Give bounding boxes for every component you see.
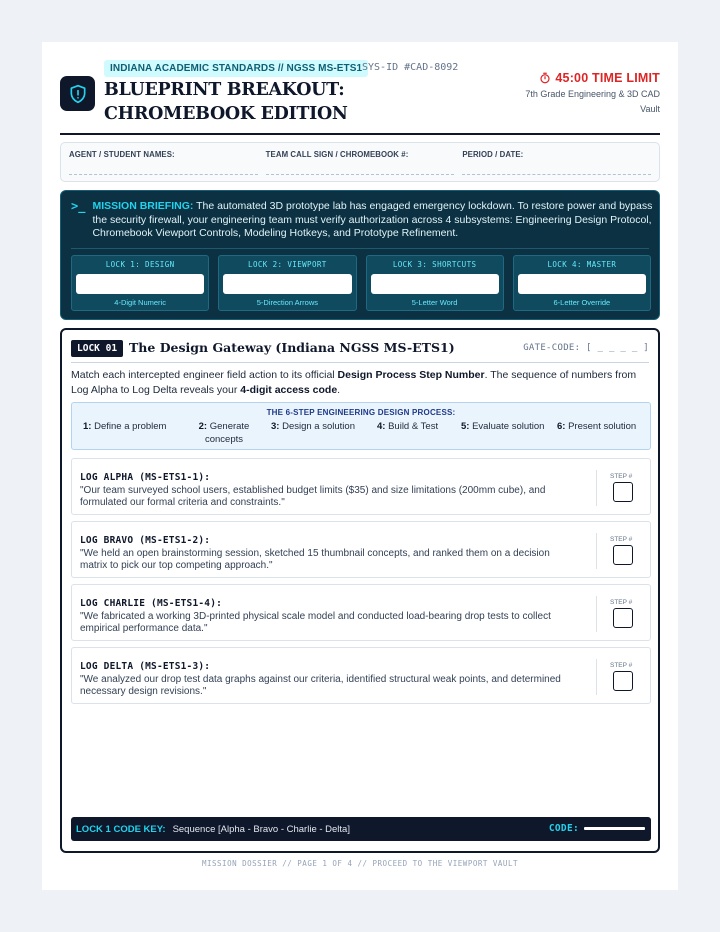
lock-tag: LOCK 01 xyxy=(71,340,123,357)
log-text: "We analyzed our drop test data graphs against our criteria, identified structural weak points, and determined necessary design revisions." xyxy=(80,674,561,697)
instructions-text: Match each intercepted engineer field action to its official xyxy=(71,369,338,381)
lock-4-input[interactable] xyxy=(518,274,646,294)
step-label: Present solution xyxy=(568,421,637,432)
process-steps xyxy=(72,417,650,447)
code-answer-line[interactable] xyxy=(584,827,645,830)
briefing-text-row xyxy=(71,200,653,241)
log-title: LOG BRAVO (MS-ETS1-2): xyxy=(80,535,211,546)
log-text: "Our team surveyed school users, established budget limits ($35) and size limitations (200mm cube), and formulated our formal criteria and constraints." xyxy=(80,485,546,508)
field-logs xyxy=(71,458,651,710)
write-line xyxy=(69,174,258,175)
log-title: LOG ALPHA (MS-ETS1-1): xyxy=(80,472,211,483)
process-title: THE 6-STEP ENGINEERING DESIGN PROCESS: xyxy=(266,408,456,417)
lock-panel xyxy=(71,255,651,311)
write-line xyxy=(266,174,455,175)
briefing-text: The automated 3D prototype lab has engaged emergency lockdown. To restore power and bypass the security firewall, your engineering team must verify authorization across 4 subsystems: Engineering Design Protocol, Chromebook Viewport Controls, Modeling Hotkeys, and Prototype Refinement. xyxy=(92,200,653,239)
step-number-box[interactable] xyxy=(613,608,633,628)
mission-briefing xyxy=(60,190,660,320)
course-subtitle: 7th Grade Engineering & 3D CAD Vault xyxy=(525,89,660,114)
lock-3-input[interactable] xyxy=(371,274,499,294)
step-number: 1: xyxy=(83,421,92,432)
design-process-reference xyxy=(71,402,651,450)
lock-1-card xyxy=(60,328,660,853)
step-label: Evaluate solution xyxy=(472,421,545,432)
write-line xyxy=(462,174,651,175)
log-delta xyxy=(71,647,651,704)
step-number: 6: xyxy=(557,421,566,432)
lock-4-box xyxy=(513,255,651,311)
log-divider xyxy=(596,596,597,632)
log-divider xyxy=(596,470,597,506)
lock-1-title: LOCK 1: DESIGN xyxy=(105,260,175,269)
step-label: Design a solution xyxy=(282,421,355,432)
lock-3-hint: 5-Letter Word xyxy=(411,298,458,307)
instructions xyxy=(71,368,653,397)
system-id: SYS-ID #CAD-8092 xyxy=(362,62,459,73)
code-key-label: LOCK 1 CODE KEY: xyxy=(76,823,166,835)
step-number: 4: xyxy=(377,421,386,432)
lock-1-hint: 4-Digit Numeric xyxy=(114,298,166,307)
lock-1-box xyxy=(71,255,209,311)
step-number-label: STEP # xyxy=(610,599,633,606)
time-limit-text: 45:00 TIME LIMIT xyxy=(555,71,660,85)
page-footer: MISSION DOSSIER // PAGE 1 OF 4 // PROCEED TO THE VIEWPORT VAULT xyxy=(202,859,518,868)
student-info-fields xyxy=(60,142,660,182)
step-number-box[interactable] xyxy=(613,545,633,565)
student-names-label: AGENT / STUDENT NAMES: xyxy=(69,150,175,159)
briefing-paragraph xyxy=(92,200,653,241)
gate-code: GATE-CODE: [ _ _ _ _ ] xyxy=(523,343,649,353)
lock-3-box xyxy=(366,255,504,311)
briefing-label: MISSION BRIEFING: xyxy=(92,200,194,212)
step-number: 5: xyxy=(461,421,470,432)
step-number-box[interactable] xyxy=(613,671,633,691)
log-alpha xyxy=(71,458,651,515)
stopwatch-icon xyxy=(539,72,551,84)
period-date-field[interactable] xyxy=(462,150,651,181)
header-divider xyxy=(60,133,660,135)
log-title: LOG DELTA (MS-ETS1-3): xyxy=(80,661,211,672)
log-divider xyxy=(596,659,597,695)
step-label: Generate concepts xyxy=(204,421,250,445)
page-title: BLUEPRINT BREAKOUT: CHROMEBOOK EDITION xyxy=(104,80,348,124)
log-title: LOG CHARLIE (MS-ETS1-4): xyxy=(80,598,223,609)
lock-3-title: LOCK 3: SHORTCUTS xyxy=(392,260,477,269)
instructions-text: . xyxy=(337,383,341,396)
process-step xyxy=(377,421,438,434)
code-label: CODE: xyxy=(548,823,579,834)
student-names-field[interactable] xyxy=(69,150,258,181)
card-divider xyxy=(71,362,649,363)
step-label: Build & Test xyxy=(388,421,439,432)
step-number-label: STEP # xyxy=(610,662,633,669)
step-label: Define a problem xyxy=(94,421,167,432)
lock-2-input[interactable] xyxy=(223,274,351,294)
process-step xyxy=(461,421,544,434)
step-number-label: STEP # xyxy=(610,536,633,543)
call-sign-label: TEAM CALL SIGN / CHROMEBOOK #: xyxy=(265,150,409,159)
lock-1-title-heading: The Design Gateway (Indiana NGSS MS-ETS1) xyxy=(129,340,455,355)
instructions-emphasis: 4-digit access code xyxy=(240,383,338,396)
lock-2-title: LOCK 2: VIEWPORT xyxy=(248,260,327,269)
call-sign-field[interactable] xyxy=(266,150,455,181)
shield-alert-icon xyxy=(60,76,95,111)
standards-badge: INDIANA ACADEMIC STANDARDS // NGSS MS-ETS1 xyxy=(104,60,368,77)
log-text: "We fabricated a working 3D-printed physical scale model and conducted load-bearing drop tests to collect empirical performance data." xyxy=(80,611,551,634)
process-step xyxy=(83,421,166,434)
lock-4-title: LOCK 4: MASTER xyxy=(547,260,617,269)
code-key-bar xyxy=(71,817,651,841)
log-divider xyxy=(596,533,597,569)
lock-2-hint: 5-Direction Arrows xyxy=(256,298,319,307)
lock-1-input[interactable] xyxy=(76,274,204,294)
log-bravo xyxy=(71,521,651,578)
dossier-page xyxy=(42,42,678,890)
code-key-text: Sequence [Alpha - Bravo - Charlie - Delta] xyxy=(172,823,350,835)
log-charlie xyxy=(71,584,651,641)
process-step xyxy=(192,421,256,446)
step-number-label: STEP # xyxy=(610,473,633,480)
lock-2-box xyxy=(218,255,356,311)
instructions-text: . The sequence of numbers from Log Alpha to Log Delta reveals your xyxy=(71,369,637,396)
step-number-box[interactable] xyxy=(613,482,633,502)
briefing-divider xyxy=(71,248,649,249)
process-step xyxy=(271,421,355,434)
period-date-label: PERIOD / DATE: xyxy=(462,150,524,159)
time-limit xyxy=(539,71,660,85)
terminal-prompt-icon: >_ xyxy=(71,199,86,213)
instructions-emphasis: Design Process Step Number xyxy=(337,369,485,381)
step-number: 3: xyxy=(271,421,280,432)
process-step xyxy=(557,421,636,434)
lock-4-hint: 6-Letter Override xyxy=(553,298,611,307)
log-text: "We held an open brainstorming session, sketched 15 thumbnail concepts, and ranked them on a decision matrix to pick our top competing approach." xyxy=(80,548,550,571)
step-number: 2: xyxy=(198,421,208,432)
